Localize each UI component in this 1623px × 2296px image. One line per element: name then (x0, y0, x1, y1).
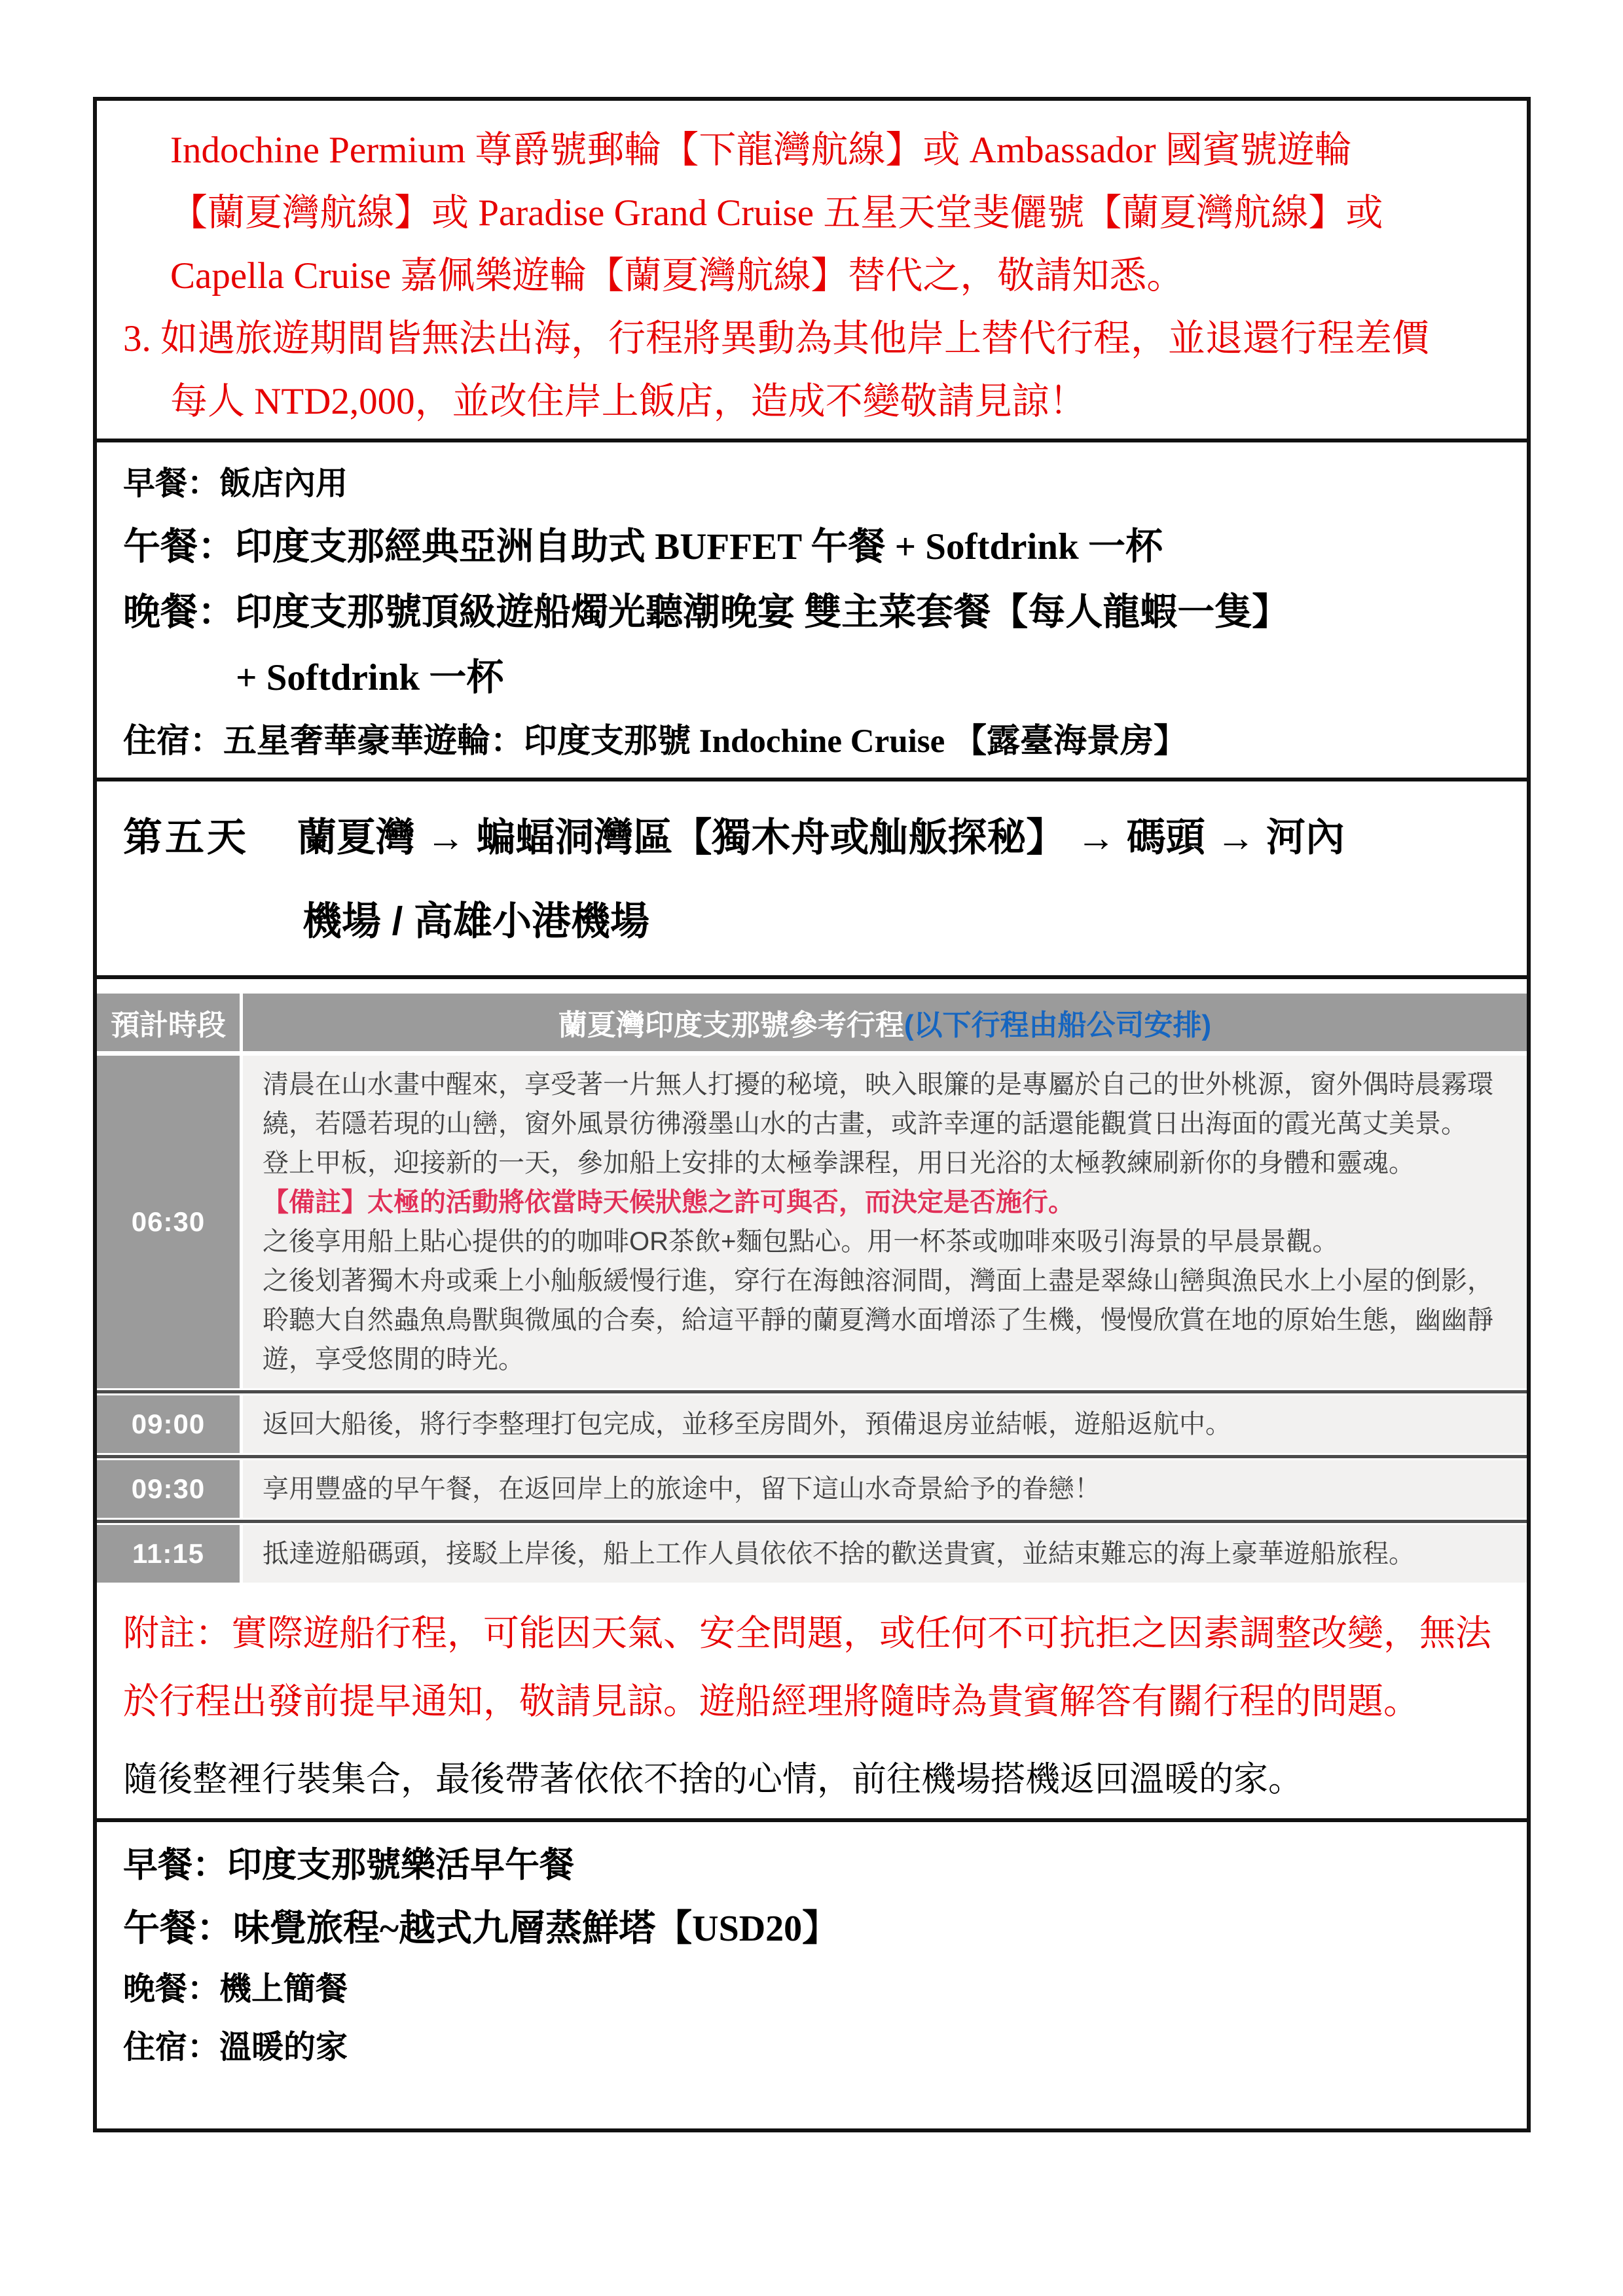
activity-paragraph: 之後享用船上貼心提供的的咖啡OR茶飲+麵包點心。用一杯茶或咖啡來吸引海景的早晨景觀。 (263, 1227, 1339, 1256)
itinerary-document-page (93, 97, 1531, 2132)
day5-header-section (97, 781, 1527, 975)
day5-route-text: 蘭夏灣 → 蝙蝠洞灣區【獨木舟或舢舨探秘】 → 碼頭 → 河內 (297, 816, 1345, 859)
dinner-line: 晚餐：印度支那號頂級遊船燭光聽潮晚宴 雙主菜套餐【每人龍蝦一隻】 (123, 591, 1290, 633)
notice-line: Capella Cruise 嘉佩樂遊輪【蘭夏灣航線】替代之，敬請知悉。 (170, 255, 1184, 296)
dinner-line: 晚餐：機上簡餐 (123, 1971, 348, 2007)
time-cell: 09:30 (97, 1460, 243, 1518)
activity-cell (243, 1395, 1527, 1453)
activity-paragraph: 返回大船後，將行李整理打包完成，並移至房間外，預備退房並結帳，遊船返航中。 (263, 1410, 1231, 1439)
footnote-section (97, 1583, 1527, 1801)
footnote-black-text: 隨後整裡行裝集合，最後帶著依依不捨的心情，前往機場搭機返回溫暖的家。 (123, 1761, 1303, 1799)
table-title-header (243, 994, 1527, 1051)
activity-cell (243, 1460, 1527, 1518)
time-cell: 11:15 (97, 1525, 243, 1583)
breakfast-line: 早餐：印度支那號樂活早午餐 (123, 1846, 574, 1884)
table-row-0900 (97, 1395, 1527, 1453)
activity-paragraph: 清晨在山水畫中醒來，享受著一片無人打擾的秘境，映入眼簾的是專屬於自己的世外桃源，窗外偶時晨霧環繞，若隱若現的山巒，窗外風景彷彿潑墨山水的古畫，或許幸運的話還能觀賞日出海面的霞光萬丈美景。 (263, 1070, 1493, 1138)
row-divider (97, 1520, 1527, 1523)
activity-paragraph: 之後划著獨木舟或乘上小舢舨緩慢行進，穿行在海蝕溶洞間，灣面上盡是翠綠山巒與漁民水上小屋的倒影，聆聽大自然蟲魚鳥獸與微風的合奏，給這平靜的蘭夏灣水面增添了生機，慢慢欣賞在地的原始生態，幽幽靜遊，享受悠閒的時光。 (263, 1266, 1493, 1374)
lunch-line: 午餐：味覺旅程~越式九層蒸鮮塔【USD20】 (123, 1908, 839, 1949)
notice-line-item3: 3. 如遇旅遊期間皆無法出海，行程將異動為其他岸上替代行程，並退還行程差價 (123, 318, 1429, 359)
table-title-white: 蘭夏灣印度支那號參考行程 (558, 1009, 904, 1041)
time-cell: 06:30 (97, 1056, 243, 1388)
lodging-line: 住宿：五星奢華豪華遊輪：印度支那號 Indochine Cruise 【露臺海景房】 (123, 723, 1187, 760)
time-column-header: 預計時段 (97, 994, 243, 1051)
day5-route-line2: 機場 / 高雄小港機場 (302, 899, 650, 943)
activity-cell (243, 1525, 1527, 1583)
lodging-line: 住宿：溫暖的家 (123, 2029, 348, 2066)
breakfast-line: 早餐：飯店內用 (123, 465, 348, 502)
notice-line: Indochine Permium 尊爵號郵輪【下龍灣航線】或 Ambassador 國賓號遊輪 (170, 130, 1352, 171)
activity-cell (243, 1056, 1527, 1388)
day4-meals-section (97, 442, 1527, 778)
cruise-substitution-notice (97, 101, 1527, 439)
day5-meals-section (97, 1822, 1527, 2083)
activity-note-paragraph: 【備註】太極的活動將依當時天候狀態之許可與否，而決定是否施行。 (263, 1188, 1074, 1217)
row-divider (97, 1390, 1527, 1393)
table-row-0930 (97, 1460, 1527, 1518)
notice-line: 【蘭夏灣航線】或 Paradise Grand Cruise 五星天堂斐儷號【蘭夏灣航線】或 (170, 192, 1383, 234)
row-divider (97, 1455, 1527, 1458)
lunch-line: 午餐：印度支那經典亞洲自助式 BUFFET 午餐 + Softdrink 一杯 (123, 526, 1163, 567)
table-header-row (97, 994, 1527, 1051)
footnote-red-text: 附註：實際遊船行程，可能因天氣、安全問題，或任何不可抗拒之因素調整改變，無法於行程出發前提早通知，敬請見諒。遊船經理將隨時為貴賓解答有關行程的問題。 (123, 1613, 1492, 1721)
day5-label: 第五天 (123, 816, 249, 859)
table-row-0630 (97, 1056, 1527, 1388)
notice-line: 每人 NTD2,000，並改住岸上飯店，造成不變敬請見諒！ (170, 381, 1087, 422)
day5-route-line1 (123, 806, 1501, 863)
dinner-line-continuation: + Softdrink 一杯 (236, 657, 504, 699)
activity-paragraph: 抵達遊船碼頭，接駁上岸後，船上工作人員依依不捨的歡送貴賓，並結束難忘的海上豪華遊船旅程。 (263, 1539, 1415, 1568)
activity-paragraph: 享用豐盛的早午餐，在返回岸上的旅途中，留下這山水奇景給予的眷戀！ (263, 1475, 1101, 1503)
time-cell: 09:00 (97, 1395, 243, 1453)
section-divider (97, 975, 1527, 979)
table-title-blue: (以下行程由船公司安排) (903, 1009, 1212, 1041)
cruise-itinerary-table (97, 994, 1527, 1583)
table-row-1115 (97, 1525, 1527, 1583)
activity-paragraph: 登上甲板，迎接新的一天，參加船上安排的太極拳課程，用日光浴的太極教練刷新你的身體和靈魂。 (263, 1149, 1415, 1177)
